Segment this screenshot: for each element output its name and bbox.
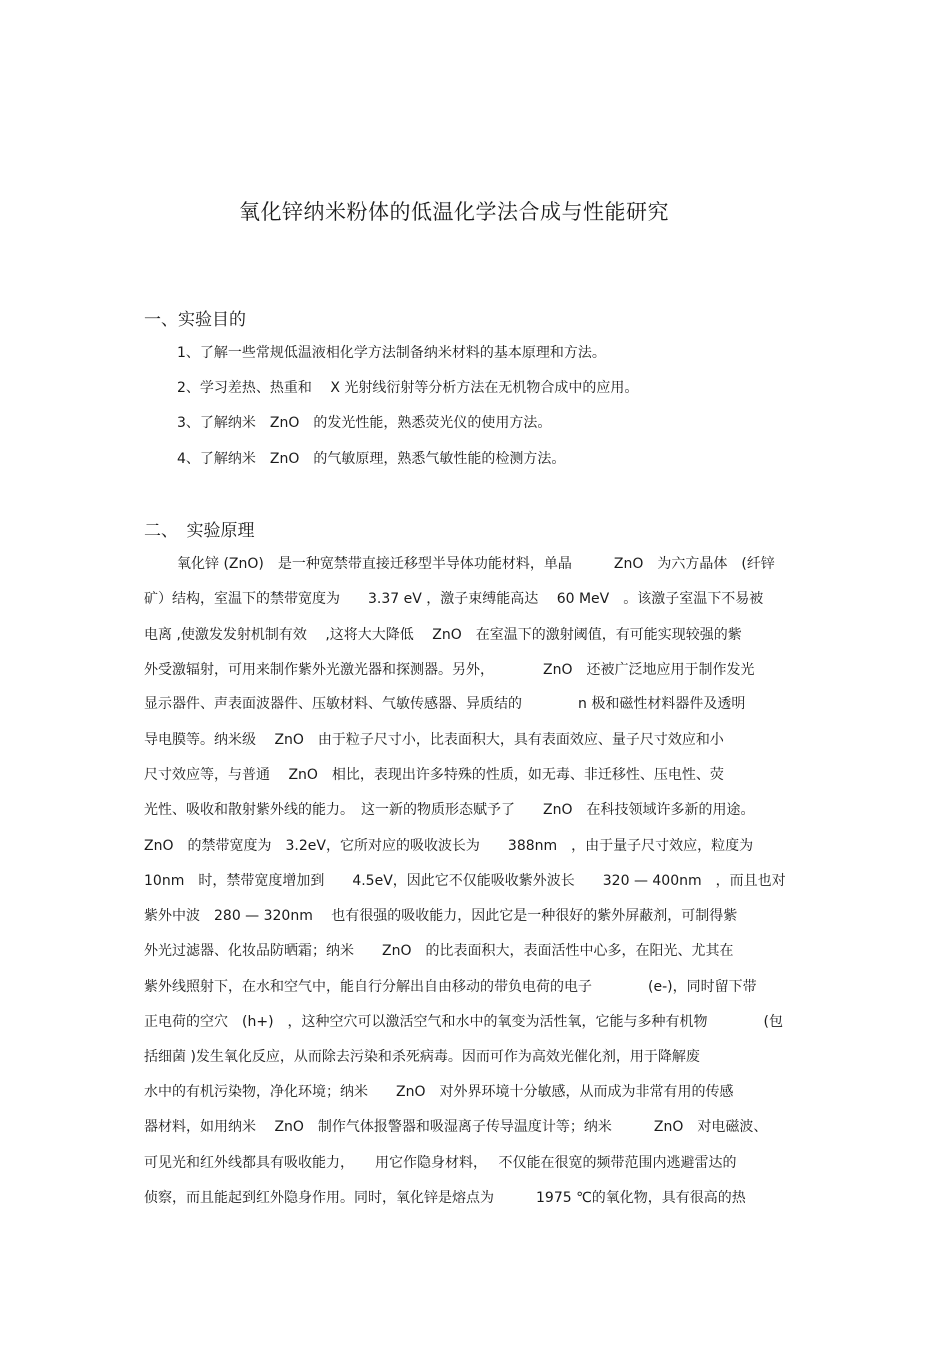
body-text-line: 水中的有机污染物，净化环境；纳米 ZnO 对外界环境十分敏感，从而成为非常有用的传感 bbox=[144, 1084, 734, 1100]
objective-item: 2、学习差热、热重和 X 光射线衍射等分析方法在无机物合成中的应用。 bbox=[177, 380, 639, 396]
body-text-line: 光性、吸收和散射紫外线的能力。 这一新的物质形态赋予了 ZnO 在科技领域许多新的用途。 bbox=[144, 802, 755, 818]
document-title: 氧化锌纳米粉体的低温化学法合成与性能研究 bbox=[239, 200, 669, 224]
body-text-line: 紫外中波 280 — 320nm 也有很强的吸收能力，因此它是一种很好的紫外屏蔽剂，可制得紫 bbox=[144, 908, 738, 924]
section-heading-principle: 二、 实验原理 bbox=[144, 521, 255, 541]
body-text-line: ZnO 的禁带宽度为 3.2eV，它所对应的吸收波长为 388nm ，由于量子尺寸效应，粒度为 bbox=[144, 838, 754, 854]
body-text-line: 10nm 时，禁带宽度增加到 4.5eV，因此它不仅能吸收紫外波长 320 — 400nm ，而且也对 bbox=[144, 873, 786, 889]
section-heading-objectives: 一、实验目的 bbox=[144, 310, 246, 330]
body-text-line: 导电膜等。纳米级 ZnO 由于粒子尺寸小，比表面积大，具有表面效应、量子尺寸效应和小 bbox=[144, 732, 724, 748]
body-text-line: 括细菌 )发生氧化反应，从而除去污染和杀死病毒。因而可作为高效光催化剂，用于降解废 bbox=[144, 1049, 700, 1065]
body-text-line: 侦察，而且能起到红外隐身作用。同时，氧化锌是熔点为 1975 ℃的氧化物，具有很高的热 bbox=[144, 1190, 746, 1206]
body-text-line: 显示器件、声表面波器件、压敏材料、气敏传感器、异质结的 n 极和磁性材料器件及透明 bbox=[144, 696, 746, 712]
body-text-line: 电离 ,使激发发射机制有效 ,这将大大降低 ZnO 在室温下的激射阈值，有可能实现较强的紫 bbox=[144, 627, 742, 643]
body-text-line: 器材料，如用纳米 ZnO 制作气体报警器和吸湿离子传导温度计等；纳米 ZnO 对电磁波、 bbox=[144, 1119, 768, 1135]
body-text-line: 正电荷的空穴 (h+) ，这种空穴可以激活空气和水中的氧变为活性氧，它能与多种有机物 (包 bbox=[144, 1014, 783, 1030]
body-text-line: 氧化锌 (ZnO) 是一种宽禁带直接迁移型半导体功能材料，单晶 ZnO 为六方晶体 (纤锌 bbox=[177, 556, 775, 572]
objective-item: 4、了解纳米 ZnO 的气敏原理，熟悉气敏性能的检测方法。 bbox=[177, 451, 566, 467]
body-text-line: 外光过滤器、化妆品防晒霜；纳米 ZnO 的比表面积大，表面活性中心多，在阳光、尤其在 bbox=[144, 943, 734, 959]
body-text-line: 尺寸效应等，与普通 ZnO 相比，表现出许多特殊的性质，如无毒、非迁移性、压电性、荧 bbox=[144, 767, 724, 783]
objective-item: 3、了解纳米 ZnO 的发光性能，熟悉荧光仪的使用方法。 bbox=[177, 415, 552, 431]
objective-item: 1、了解一些常规低温液相化学方法制备纳米材料的基本原理和方法。 bbox=[177, 345, 606, 361]
body-text-line: 矿）结构，室温下的禁带宽度为 3.37 eV ，激子束缚能高达 60 MeV 。该激子室温下不易被 bbox=[144, 591, 764, 607]
body-text-line: 紫外线照射下，在水和空气中，能自行分解出自由移动的带负电荷的电子 (e-)，同时留下带 bbox=[144, 979, 757, 995]
body-text-line: 可见光和红外线都具有吸收能力， 用它作隐身材料， 不仅能在很宽的频带范围内逃避雷达的 bbox=[144, 1155, 737, 1171]
body-text-line: 外受激辐射，可用来制作紫外光激光器和探测器。另外， ZnO 还被广泛地应用于制作发光 bbox=[144, 662, 755, 678]
